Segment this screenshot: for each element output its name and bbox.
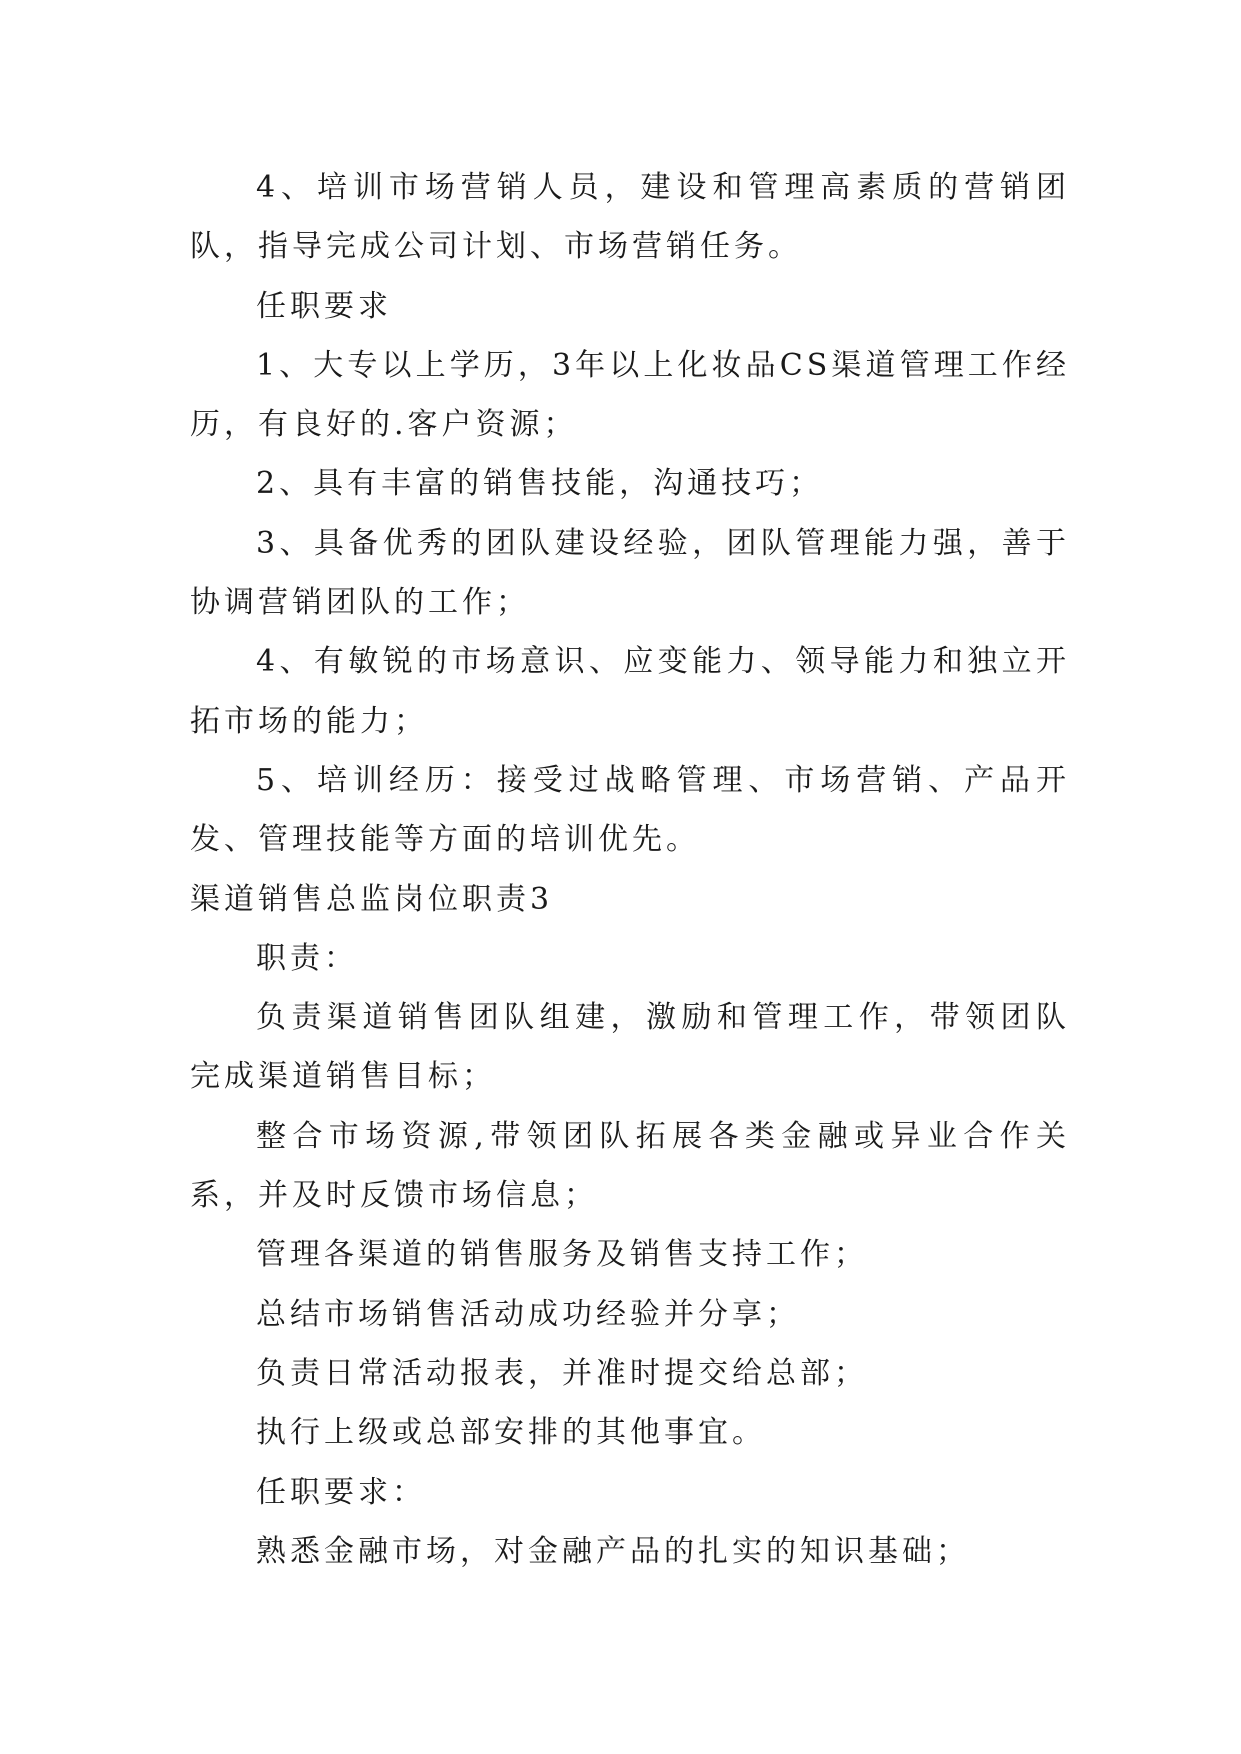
section-heading: 渠道销售总监岗位职责3 [190,881,554,917]
paragraph: 2、具有丰富的销售技能，沟通技巧； [256,466,824,502]
paragraph: 1、大专以上学历，3年以上化妆品CS渠道管理工作经历，有良好的.客户资源； [190,347,1070,443]
paragraph: 总结市场销售活动成功经验并分享； [256,1296,800,1332]
paragraph: 管理各渠道的销售服务及销售支持工作； [256,1237,868,1273]
paragraph: 执行上级或总部安排的其他事宜。 [256,1415,766,1451]
paragraph: 整合市场资源,带领团队拓展各类金融或异业合作关系，并及时反馈市场信息； [190,1118,1070,1214]
paragraph: 4、有敏锐的市场意识、应变能力、领导能力和独立开拓市场的能力； [190,644,1070,739]
document-body [190,158,1070,1581]
section-label: 职责： [256,940,358,976]
paragraph: 5、培训经历：接受过战略管理、市场营销、产品开发、管理技能等方面的培训优先。 [190,762,1070,858]
paragraph: 负责渠道销售团队组建，激励和管理工作，带领团队完成渠道销售目标； [190,1000,1070,1095]
paragraph: 4、培训市场营销人员，建设和管理高素质的营销团队，指导完成公司计划、市场营销任务。 [190,170,1070,265]
section-label: 任职要求： [256,1474,426,1510]
paragraph: 熟悉金融市场，对金融产品的扎实的知识基础； [256,1533,970,1569]
section-label: 任职要求 [256,288,392,324]
paragraph: 负责日常活动报表，并准时提交给总部； [256,1355,868,1391]
paragraph: 3、具备优秀的团队建设经验，团队管理能力强，善于协调营销团队的工作； [190,525,1070,621]
